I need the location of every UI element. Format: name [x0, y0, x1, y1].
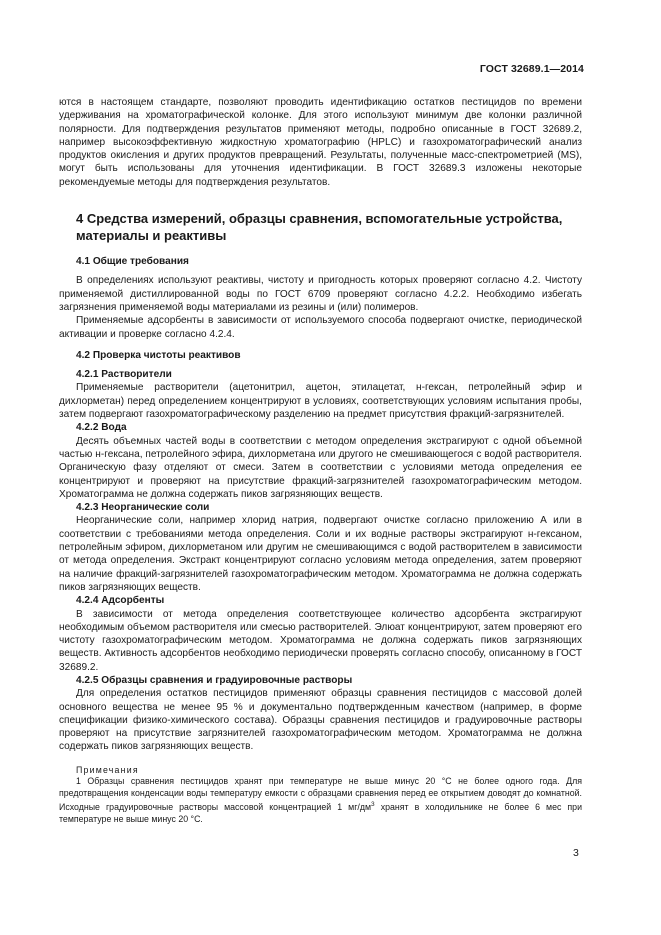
section-4-2-heading: 4.2 Проверка чистоты реактивов [76, 349, 241, 361]
section-4-2-4-paragraph: В зависимости от метода определения соответствующее количество адсорбента экстрагируют необходимым объемом растворителя или смесью растворителей. Элюат концентрируют, затем проверяют его чистоту газохроматографическим методом. Хроматограмма не должна содержать пиков загрязняющих веществ. Активность адсорбентов необходимо периодически проверять согласно способу, описанному в ГОСТ 32689.2. [59, 608, 582, 673]
section-4-1-paragraph-1: В определениях используют реактивы, чистоту и пригодность которых проверяют согласно 4.2. Чистоту применяемой дистиллированной воды по ГОСТ 6709 проверяют согласно 4.2.2. Необходимо избегать загрязнения применяемой воды материалами из резины и (или) полимеров. [59, 275, 582, 313]
section-4-2-4-heading: 4.2.4 Адсорбенты [76, 595, 165, 607]
section-4-2-1-paragraph: Применяемые растворители (ацетонитрил, ацетон, этилацетат, н-гексан, петролейный эфир и дихлорметан) перед определением концентрируют в условиях, соответствующих условиям испытания пробы, затем подвергают газохроматографическому разделению на предмет присутствия фракций-загрязнителей. [59, 382, 582, 421]
section-4-2-5-paragraph: Для определения остатков пестицидов применяют образцы сравнения пестицидов с массовой долей основного вещества не менее 95 % и документально подтвержденным качеством (например, в форме спецификации физико-химического состава). Образцы сравнения пестицидов и градуировочные растворы проверяют на присутствие загрязнителей газохроматографическим методом. Хроматограмма не должна содержать пиков загрязняющих веществ. [59, 688, 582, 753]
section-4-2-1-heading: 4.2.1 Растворители [76, 369, 172, 381]
section-4-2-2-paragraph: Десять объемных частей воды в соответствии с методом определения экстрагируют с одной объемной частью н-гексана, петролейного эфира, дихлорметана или другого не смешивающегося с водой растворителя. Органическую фазу отделяют от смеси. Затем в соответствии с условиями метода определения ее концентрируют и проверяют на присутствие фракций-загрязнителей газохроматографическим методом. Хроматограмма не должна содержать пиков загрязняющих веществ. [59, 435, 582, 500]
section-4-2-2-heading: 4.2.2 Вода [76, 422, 127, 434]
section-4-1-paragraph-2: Применяемые адсорбенты в зависимости от используемого способа подвергают очистке, периодической активации и проверке согласно 4.2.4. [59, 315, 582, 340]
notes-heading: Примечания [76, 764, 139, 775]
note-1-superscript: 3 [371, 801, 375, 809]
document-header: ГОСТ 32689.1—2014 [479, 63, 584, 75]
page-number: 3 [573, 847, 579, 859]
section-4-1-heading: 4.1 Общие требования [76, 256, 189, 268]
note-1 [59, 776, 582, 826]
intro-paragraph: ются в настоящем стандарте, позволяют проводить идентификацию остатков пестицидов по времени удерживания на хроматографической колонке. Для этого используют минимум две колонки различной полярности. Для подтверждения результатов применяют методы, подробно описанные в ГОСТ 32689.2, например высокоэффективную жидкостную хроматографию (HPLC) и газохроматографический анализ продуктов окисления и других продуктов превращений. Результаты, полученные масс-спектрометрией (MS), могут быть использованы для уточнения идентификации. В ГОСТ 32689.3 изложены некоторые рекомендуемые методы для подтверждения результатов. [59, 97, 582, 188]
note-1-text-b: хранят в холодильнике не более 6 мес при температуре не выше минус 20 °С. [59, 802, 582, 825]
note-1-text-a: 1 Образцы сравнения пестицидов хранят при температуре не выше минус 20 °С не более одного года. Для предотвращения конденсации воды температуру емкости с образцами сравнения перед ее открытием доводят до комнатной. Исходные градуировочные растворы массовой концентрацией 1 мг/дм [59, 775, 582, 813]
section-4-2-3-heading: 4.2.3 Неорганические соли [76, 502, 210, 514]
section-4-heading: 4 Средства измерений, образцы сравнения, вспомогательные устройства, материалы и реактивы [76, 211, 563, 244]
section-4-2-5-heading: 4.2.5 Образцы сравнения и градуировочные растворы [76, 674, 353, 686]
section-4-2-3-paragraph: Неорганические соли, например хлорид натрия, подвергают очистке согласно приложению А или в соответствии с требованиями метода определения. Соли и их водные растворы экстрагируют н-гексаном, петролейным эфиром, дихлорметаном или другим не смешивающимся с водой растворителем в зависимости от метода определения. Экстракт концентрируют согласно условиям метода определения, затем проверяют на наличие фракций-загрязнителей газохроматографическим методом. Хроматограмма не должна содержать пиков загрязняющих веществ. [59, 515, 582, 593]
document-body [59, 96, 582, 826]
